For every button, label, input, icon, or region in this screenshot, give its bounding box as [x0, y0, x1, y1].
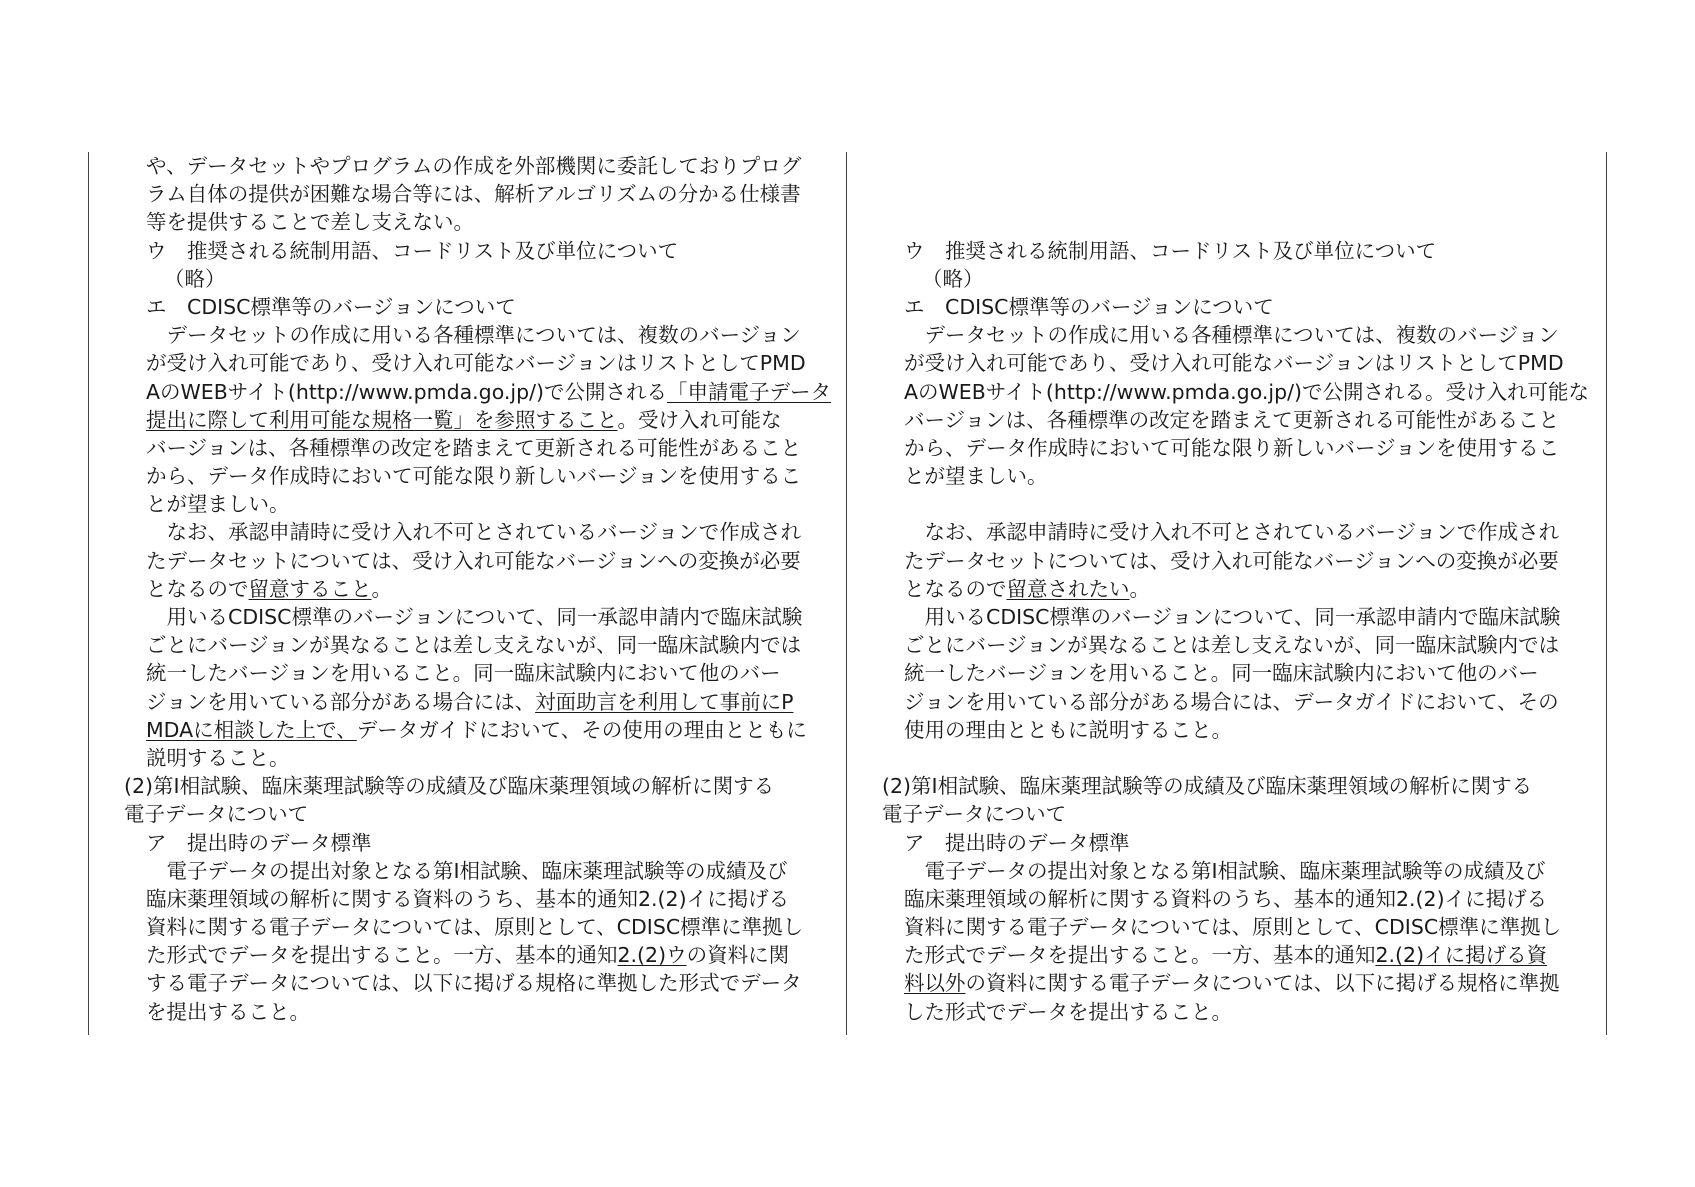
text-line — [124, 969, 826, 997]
text-line — [124, 941, 826, 969]
text-line — [124, 349, 826, 377]
text-segment: 説明すること。 — [146, 745, 290, 770]
text-line — [882, 603, 1584, 631]
text-segment: ア 提出時のデータ標準 — [904, 830, 1130, 855]
text-segment: 。 — [371, 576, 392, 601]
text-line — [882, 208, 1584, 236]
center-divider — [846, 152, 847, 1035]
text-line — [124, 659, 826, 687]
text-line — [124, 462, 826, 490]
text-segment: （略） — [922, 266, 984, 291]
text-line — [882, 885, 1584, 913]
text-line — [882, 829, 1584, 857]
text-line — [124, 406, 826, 434]
underlined-revision-text: 留意すること — [248, 576, 372, 601]
text-line — [882, 913, 1584, 941]
text-line — [124, 547, 826, 575]
text-segment: 使用の理由とともに説明すること。 — [904, 717, 1232, 742]
text-segment: ラム自体の提供が困難な場合等には、解析アルゴリズムの分かる仕様書 — [146, 182, 801, 207]
text-line — [882, 631, 1584, 659]
text-segment: 臨床薬理領域の解析に関する資料のうち、基本的通知2.(2)イに掲げる — [146, 886, 790, 911]
text-segment: ウ 推奨される統制用語、コードリスト及び単位について — [904, 238, 1437, 263]
text-line — [124, 490, 826, 518]
text-line — [882, 321, 1584, 349]
text-segment: ジョンを用いている部分がある場合には、 — [146, 689, 536, 714]
text-line — [882, 434, 1584, 462]
text-segment: 電子データについて — [882, 802, 1067, 827]
text-line — [124, 434, 826, 462]
text-line — [124, 913, 826, 941]
text-line — [882, 857, 1584, 885]
text-line — [882, 800, 1584, 828]
text-line — [882, 518, 1584, 546]
text-segment: (2)第Ⅰ相試験、臨床薬理試験等の成績及び臨床薬理領域の解析に関する — [124, 774, 775, 799]
underlined-revision-text: 留意されたい — [1006, 576, 1130, 601]
text-segment: とが望ましい。 — [146, 492, 290, 517]
text-segment: 臨床薬理領域の解析に関する資料のうち、基本的通知2.(2)イに掲げる — [904, 886, 1548, 911]
text-line — [124, 631, 826, 659]
text-segment: した形式でデータを提出すること。 — [904, 999, 1232, 1024]
text-line — [882, 547, 1584, 575]
text-line — [124, 378, 832, 406]
text-segment: データセットの作成に用いる各種標準については、複数のバージョン — [904, 323, 1559, 348]
text-line — [882, 575, 1584, 603]
text-segment: データセットの作成に用いる各種標準については、複数のバージョン — [146, 323, 801, 348]
text-segment: 資料に関する電子データについては、原則として、CDISC標準に準拠し — [146, 915, 804, 940]
text-line — [882, 293, 1584, 321]
text-line — [124, 885, 826, 913]
underlined-revision-text: 2.(2)イに掲げる資 — [1375, 943, 1548, 968]
text-line — [124, 575, 826, 603]
text-segment: の資料に関 — [686, 943, 790, 968]
text-segment: （略） — [164, 266, 226, 291]
text-segment: や、データセットやプログラムの作成を外部機関に委託しておりプログ — [146, 154, 802, 178]
text-line — [882, 744, 1584, 772]
text-segment: から、データ作成時において可能な限り新しいバージョンを使用するこ — [904, 435, 1560, 460]
text-segment: ジョンを用いている部分がある場合には、データガイドにおいて、その — [904, 689, 1559, 714]
text-line — [124, 518, 826, 546]
text-line — [124, 688, 826, 716]
text-segment: エ CDISC標準等のバージョンについて — [146, 294, 516, 319]
text-segment: 電子データの提出対象となる第Ⅰ相試験、臨床薬理試験等の成績及び — [146, 858, 788, 883]
text-line — [124, 321, 826, 349]
text-segment: た形式でデータを提出すること。一方、基本的通知 — [904, 943, 1376, 968]
text-segment: から、データ作成時において可能な限り新しいバージョンを使用するこ — [146, 464, 802, 489]
text-segment: 。 — [1129, 576, 1150, 601]
left-divider — [88, 152, 89, 1035]
text-line — [124, 180, 826, 208]
text-segment: 。受け入れ可能な — [617, 407, 782, 432]
text-line — [882, 152, 1584, 180]
text-line — [124, 800, 826, 828]
text-segment: たデータセットについては、受け入れ可能なバージョンへの変換が必要 — [904, 548, 1559, 573]
text-line — [882, 659, 1584, 687]
text-line — [124, 237, 826, 265]
text-segment: が受け入れ可能であり、受け入れ可能なバージョンはリストとしてPMD — [904, 351, 1564, 376]
text-line — [124, 265, 826, 293]
text-segment: が受け入れ可能であり、受け入れ可能なバージョンはリストとしてPMD — [146, 351, 806, 376]
underlined-revision-text: 「申請電子データ — [667, 379, 832, 404]
text-line — [124, 716, 826, 744]
text-segment: 電子データの提出対象となる第Ⅰ相試験、臨床薬理試験等の成績及び — [904, 858, 1546, 883]
text-segment: データガイドにおいて、その使用の理由とともに — [356, 717, 807, 742]
text-segment: なお、承認申請時に受け入れ不可とされているバージョンで作成され — [904, 520, 1560, 545]
text-segment: たデータセットについては、受け入れ可能なバージョンへの変換が必要 — [146, 548, 801, 573]
text-segment: 資料に関する電子データについては、原則として、CDISC標準に準拠し — [904, 915, 1562, 940]
text-segment: の資料に関する電子データについては、以下に掲げる規格に準拠 — [965, 971, 1560, 996]
text-segment: た形式でデータを提出すること。一方、基本的通知 — [146, 943, 618, 968]
text-line — [882, 969, 1584, 997]
text-line — [882, 349, 1584, 377]
text-segment: 統一したバージョンを用いること。同一臨床試験内において他のバー — [904, 661, 1539, 686]
text-segment: ごとにバージョンが異なることは差し支えないが、同一臨床試験内では — [904, 633, 1560, 658]
text-segment: AのWEBサイト(http://www.pmda.go.jp/)で公開される。受け入れ可能な — [904, 379, 1590, 404]
text-line — [882, 265, 1584, 293]
text-segment: バージョンは、各種標準の改定を踏まえて更新される可能性があること — [146, 435, 802, 460]
text-segment: を提出すること。 — [146, 999, 310, 1024]
text-line — [882, 378, 1590, 406]
text-line — [882, 237, 1584, 265]
text-segment: ごとにバージョンが異なることは差し支えないが、同一臨床試験内では — [146, 633, 802, 658]
text-line — [882, 998, 1584, 1026]
text-segment: エ CDISC標準等のバージョンについて — [904, 294, 1274, 319]
text-segment: となるので — [904, 576, 1007, 601]
text-line — [882, 941, 1584, 969]
underlined-revision-text: 料以外 — [904, 971, 966, 996]
text-segment: 用いるCDISC標準のバージョンについて、同一承認申請内で臨床試験 — [904, 605, 1561, 629]
text-segment: ウ 推奨される統制用語、コードリスト及び単位について — [146, 238, 679, 263]
text-line — [124, 152, 826, 180]
text-line — [124, 998, 826, 1026]
text-line — [124, 208, 826, 236]
text-segment: バージョンは、各種標準の改定を踏まえて更新される可能性があること — [904, 407, 1560, 432]
text-segment: ア 提出時のデータ標準 — [146, 830, 372, 855]
underlined-revision-text: 提出に際して利用可能な規格一覧」を参照すること — [146, 407, 618, 432]
text-line — [882, 772, 1584, 800]
text-line — [124, 603, 826, 631]
left-column-revised-text — [124, 152, 832, 1026]
text-line — [124, 857, 826, 885]
text-line — [882, 716, 1584, 744]
underlined-revision-text: 対面助言を利用して事前にP — [535, 689, 794, 714]
text-segment: 電子データについて — [124, 802, 309, 827]
text-segment: 統一したバージョンを用いること。同一臨床試験内において他のバー — [146, 661, 781, 686]
text-segment: (2)第Ⅰ相試験、臨床薬理試験等の成績及び臨床薬理領域の解析に関する — [882, 774, 1533, 799]
right-column-current-text — [882, 152, 1590, 1026]
text-line — [124, 744, 826, 772]
text-segment: なお、承認申請時に受け入れ不可とされているバージョンで作成され — [146, 520, 802, 545]
text-segment: 用いるCDISC標準のバージョンについて、同一承認申請内で臨床試験 — [146, 605, 803, 629]
text-line — [882, 688, 1584, 716]
right-divider — [1606, 152, 1607, 1035]
text-line — [882, 406, 1584, 434]
text-line — [882, 180, 1584, 208]
text-segment: する電子データについては、以下に掲げる規格に準拠した形式でデータ — [146, 971, 802, 996]
text-segment: となるので — [146, 576, 249, 601]
text-line — [124, 829, 826, 857]
text-segment: 等を提供することで差し支えない。 — [146, 210, 474, 235]
text-segment: とが望ましい。 — [904, 464, 1048, 489]
underlined-revision-text: MDAに相談した上で、 — [146, 717, 357, 742]
text-segment: AのWEBサイト(http://www.pmda.go.jp/)で公開される — [146, 379, 668, 404]
text-line — [124, 772, 826, 800]
underlined-revision-text: 2.(2)ウ — [617, 943, 687, 968]
text-line — [882, 462, 1584, 490]
text-line — [882, 490, 1584, 518]
text-line — [124, 293, 826, 321]
